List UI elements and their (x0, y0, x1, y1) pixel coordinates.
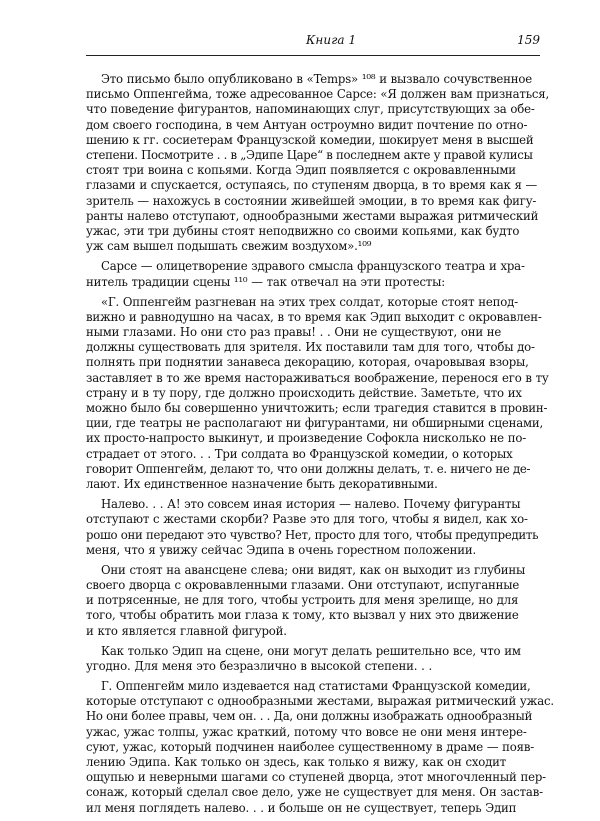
text-line: полнять при поднятии занавеса декорацию, которая, очаровывая взоры, (86, 355, 529, 370)
text-line: своего дворца с окровавленными глазами. Они отступают, испуганные (86, 578, 520, 593)
text-line: степени. Посмотрите . . в „Эдипе Царе“ в последнем акте у правой кулисы (86, 148, 533, 163)
text-line: рошо они передают это чувство? Нет, просто для того, чтобы предупредить (86, 527, 539, 542)
text-line: Это письмо было опубликовано в «Temps» ¹⁰⁸ и вызвало сочувственное (101, 72, 532, 86)
text-line: должны существовать для зрителя. Их поставили там для того, чтобы до- (86, 340, 535, 355)
text-line: ощупью и неверными шагами со ступеней дворца, этот многочленный пер- (86, 770, 546, 785)
text-line: и кто является главной фигурой. (86, 623, 287, 638)
text-line: сонаж, который сделал свое дело, уже не существует для меня. Он застав- (86, 785, 543, 800)
text-line: страну и в ту пору, где должно происходить действие. Заметьте, что их (86, 385, 522, 400)
text-line: дом своего господина, в чем Антуан остроумно видит почтение по отно- (86, 117, 528, 132)
paragraph-1 (86, 72, 549, 254)
text-line: ции, где театры не располагают ни фигурантами, ни обширными сценами, (86, 416, 544, 431)
text-line: уж сам вышел подышать свежим воздухом».¹⁰⁹ (86, 239, 372, 254)
text-line: говорит Оппенгейм, делают то, что они должны делать, т. е. ничего не де- (86, 461, 531, 476)
text-line: вижно и равнодушно на часах, в то время как Эдип выходит с окровавлен- (86, 309, 542, 324)
running-head: Книга 1 (306, 33, 357, 47)
text-line: которые отступают с однообразными жестами, выражая ритмический ужас. (86, 694, 554, 709)
text-line: лению Эдипа. Как только он здесь, как только я вижу, как он сходит (86, 755, 507, 770)
text-line: ужас, ужас толпы, ужас краткий, потому что вовсе не они меня интере- (86, 724, 527, 739)
text-line: и потрясенные, не для того, чтобы устроить для меня зрелище, но для (86, 593, 519, 608)
text-line: Сарсе — олицетворение здравого смысла французского театра и хра- (101, 259, 525, 274)
text-line: Налево. . . А! это совсем иная история — налево. Почему фигуранты (101, 497, 521, 512)
text-line: ранты налево отступают, однообразными жестами выражая ритмический (86, 208, 539, 223)
text-line: отступают с жестами скорби? Разве это для того, чтобы я видел, как хо- (86, 512, 528, 527)
text-line: страдает от этого. . . Три солдата во Французской комедии, о которых (86, 446, 513, 461)
text-line: глазами и спускается, оступаясь, по ступеням дворца, в то время как я — (86, 178, 537, 193)
text-line: лают. Их единственное назначение быть декоративными. (86, 477, 438, 492)
text-line: ил меня поглядеть налево. . . и больше он не существует, теперь Эдип (86, 800, 517, 815)
text-line: того, чтобы обратить мои глаза к тому, кто вызвал у них это движение (86, 608, 519, 623)
text-line: ужас, эти три дубины стоят неподвижно со своими копьями, как будто (86, 224, 520, 239)
text-line: Но они более правы, чем он. . . Да, они должны изображать однообразный (86, 709, 533, 724)
paragraph-6 (86, 644, 542, 674)
paragraph-3 (86, 294, 549, 493)
text-line: угодно. Для меня это безразлично в высокой степени. . . (86, 658, 432, 673)
text-line: письмо Оппенгейма, тоже адресованное Сарсе: «Я должен вам признаться, (86, 87, 549, 102)
text-line: зритель — нахожусь в состоянии живейшей эмоции, в то время как фигу- (86, 193, 537, 208)
text-line: «Г. Оппенгейм разгневан на этих трех солдат, которые стоят непод- (101, 294, 518, 309)
page-header (86, 33, 540, 56)
text-line: заставляет в то же время настораживаться воображение, перенося его в ту (86, 370, 549, 385)
text-line: шению к гг. сосиетерам Французской комедии, шокирует меня в высшей (86, 132, 534, 147)
text-line: их просто-напросто выкинут, и произведение Софокла нисколько не по- (86, 431, 526, 446)
text-line: что поведение фигурантов, напоминающих слуг, присутствующих за обе- (86, 102, 535, 117)
text-line: стоят три воина с копьями. Когда Эдип появляется с окровавленными (86, 163, 516, 178)
page-number: 159 (517, 33, 540, 47)
paragraph-7 (86, 679, 554, 816)
text-line: суют, ужас, который подчинен наиболее существенному в драме — появ- (86, 739, 534, 754)
text-line: Как только Эдип на сцене, они могут делать решительно все, что им (101, 643, 521, 658)
text-line: меня, что я увижу сейчас Эдипа в очень горестном положении. (86, 542, 476, 557)
text-line: ными глазами. Но они сто раз правы! . . Они не существуют, они не (86, 325, 502, 340)
paragraph-4 (86, 497, 542, 558)
text-line: Г. Оппенгейм мило издевается над статистами Французской комедии, (101, 679, 531, 694)
text-line: Они стоят на авансцене слева; они видят, как он выходит из глубины (101, 562, 526, 577)
paragraph-2 (86, 259, 542, 289)
paragraph-5 (86, 563, 542, 639)
text-line: можно было бы совершенно уничтожить; если трагедия ставится в провин- (86, 401, 548, 416)
text-line: нитель традиции сцены ¹¹⁰ — так отвечал на эти протесты: (86, 274, 445, 289)
main-text (86, 72, 554, 821)
